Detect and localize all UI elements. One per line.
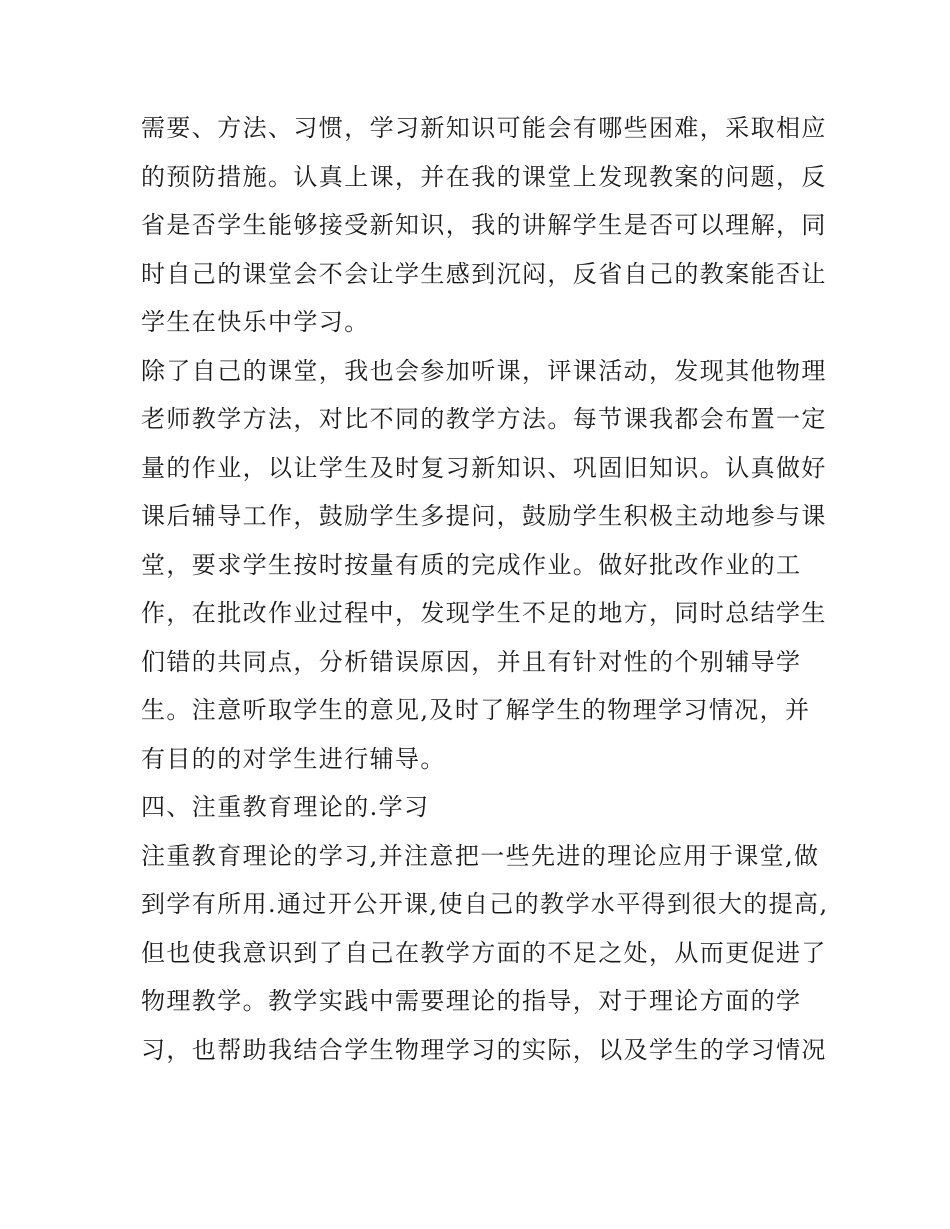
text-line: 物理教学。教学实践中需要理论的指导，对于理论方面的学 bbox=[141, 987, 802, 1015]
text-line: 除了自己的课堂，我也会参加听课，评课活动，发现其他物理 bbox=[141, 356, 827, 385]
text-line: 时自己的课堂会不会让学生感到沉闷，反省自己的教案能否让 bbox=[141, 259, 827, 288]
text-line: 作，在批改作业过程中，发现学生不足的地方，同时总结学生 bbox=[141, 599, 827, 627]
text-line: 学生在快乐中学习。 bbox=[141, 308, 370, 336]
text-line: 生。注意听取学生的意见,及时了解学生的物理学习情况，并 bbox=[141, 696, 811, 724]
document-body bbox=[141, 104, 829, 1074]
text-line: 量的作业，以让学生及时复习新知识、巩固旧知识。认真做好 bbox=[141, 453, 827, 482]
text-line: 但也使我意识到了自己在教学方面的不足之处，从而更促进了 bbox=[141, 938, 827, 967]
text-line: 注重教育理论的学习,并注意把一些先进的理论应用于课堂,做 bbox=[141, 841, 820, 870]
section-heading: 四、注重教育理论的.学习 bbox=[141, 793, 430, 821]
text-line: 省是否学生能够接受新知识，我的讲解学生是否可以理解，同 bbox=[141, 211, 827, 239]
text-line: 老师教学方法，对比不同的教学方法。每节课我都会布置一定 bbox=[141, 405, 827, 433]
text-line: 堂，要求学生按时按量有质的完成作业。做好批改作业的工 bbox=[141, 550, 802, 579]
text-line: 的预防措施。认真上课，并在我的课堂上发现教案的问题，反 bbox=[141, 162, 827, 191]
text-line: 们错的共同点，分析错误原因，并且有针对性的个别辅导学 bbox=[141, 647, 802, 676]
text-line: 习，也帮助我结合学生物理学习的实际，以及学生的学习情况 bbox=[141, 1035, 827, 1064]
text-line: 有目的的对学生进行辅导。 bbox=[141, 744, 446, 773]
text-line: 课后辅导工作，鼓励学生多提问，鼓励学生积极主动地参与课 bbox=[141, 502, 827, 530]
text-line: 到学有所用.通过开公开课,使自己的教学水平得到很大的提高, bbox=[141, 890, 829, 918]
text-line: 需要、方法、习惯，学习新知识可能会有哪些困难，采取相应 bbox=[141, 114, 827, 142]
